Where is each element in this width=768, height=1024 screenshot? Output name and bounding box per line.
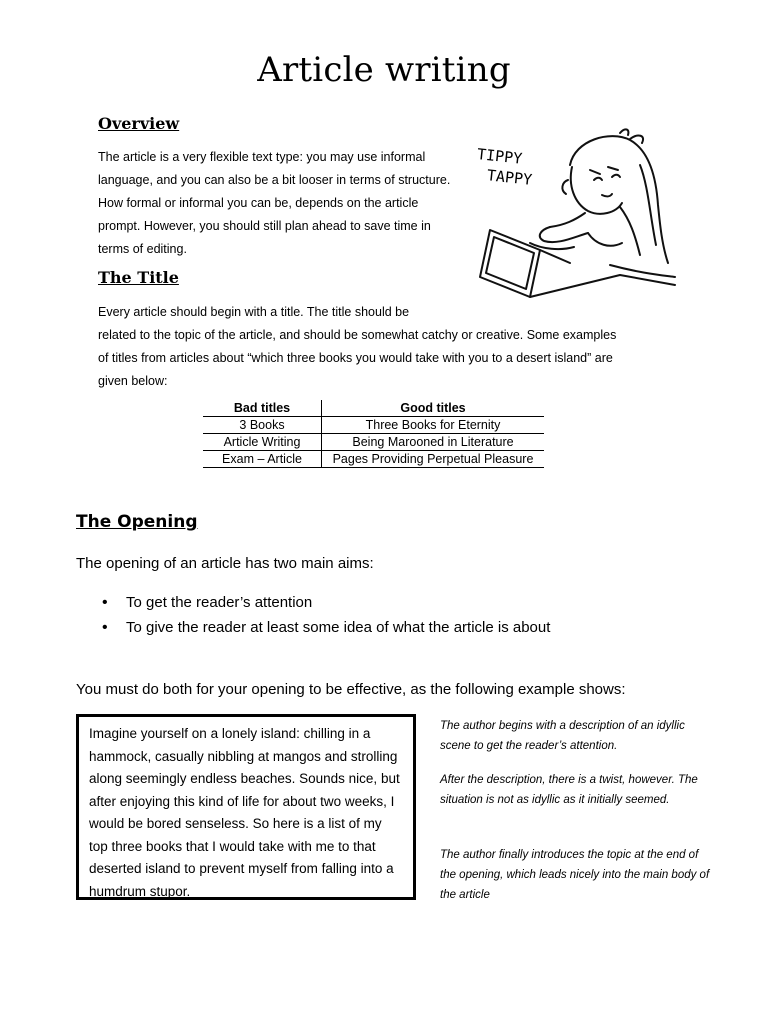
table-cell-good: Pages Providing Perpetual Pleasure: [322, 451, 545, 468]
title-section-heading: The Title: [98, 268, 179, 287]
list-item: • To give the reader at least some idea of what the article is about: [102, 615, 550, 640]
opening-both-text: You must do both for your opening to be effective, as the following example shows:: [76, 681, 626, 698]
page-title: Article writing: [257, 50, 511, 90]
table-header-bad: Bad titles: [203, 400, 322, 417]
table-row: [203, 417, 544, 434]
caption-tippy: TIPPY: [476, 145, 524, 168]
overview-heading: Overview: [98, 114, 180, 133]
illustration: [470, 125, 680, 300]
opening-aims-list: [102, 590, 550, 640]
caption-tappy: TAPPY: [486, 166, 533, 189]
annotation-note-2: After the description, there is a twist, however. The situation is not as idyllic as it initially seemed.: [440, 774, 698, 806]
table-cell-good: Being Marooned in Literature: [322, 434, 545, 451]
table-cell-good: Three Books for Eternity: [322, 417, 545, 434]
opening-intro: The opening of an article has two main aims:: [76, 555, 374, 572]
table-cell-bad: Article Writing: [203, 434, 322, 451]
titles-table: [203, 400, 544, 468]
title-section-text: related to the topic of the article, and should be somewhat catchy or creative. Some examples of titles from articles about “which three books you would take with you to a desert island” are given below:: [98, 328, 617, 388]
table-header-row: [203, 400, 544, 417]
title-section-line1: Every article should begin with a title. The title should be: [98, 305, 410, 319]
table-cell-bad: 3 Books: [203, 417, 322, 434]
example-opening-box: Imagine yourself on a lonely island: chilling in a hammock, casually nibbling at mangos and strolling along seemingly endless beaches. Sounds nice, but after enjoying this kind of life for about two weeks, I would be bored senseless. So here is a list of my top three books that I would take with me to that deserted island to prevent myself from falling into a humdrum stupor.: [76, 714, 416, 900]
table-row: [203, 434, 544, 451]
illustration-caption: [474, 144, 535, 190]
table-cell-bad: Exam – Article: [203, 451, 322, 468]
opening-heading: The Opening: [76, 512, 198, 532]
list-item: • To get the reader’s attention: [102, 590, 550, 615]
table-header-good: Good titles: [322, 400, 545, 417]
annotation-note-3: The author finally introduces the topic at the end of the opening, which leads nicely into the main body of the article: [440, 849, 710, 901]
annotation-note-1: The author begins with a description of an idyllic scene to get the reader’s attention.: [440, 720, 685, 752]
overview-text: The article is a very flexible text type: you may use informal language, and you can also be a bit looser in terms of structure. How formal or informal you can be, depends on the article prompt. However, you should still plan ahead to save time in terms of editing.: [98, 150, 451, 256]
table-row: [203, 451, 544, 468]
